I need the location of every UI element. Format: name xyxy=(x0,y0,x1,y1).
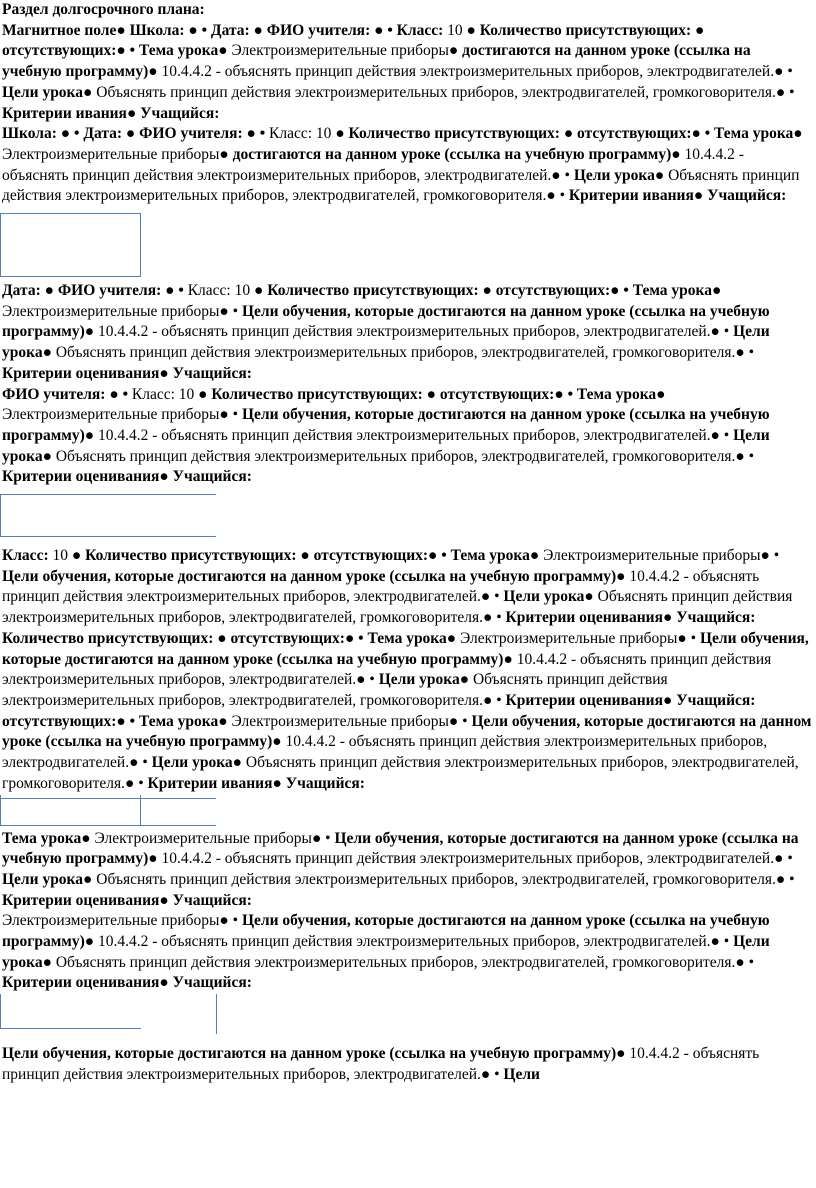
table-rule xyxy=(0,536,216,537)
table-fragment xyxy=(2,994,814,1044)
table-rule xyxy=(0,494,1,536)
paragraph xyxy=(2,712,814,795)
bold-text-run: Цели урока● xyxy=(503,588,594,606)
bold-text-run: Цели урока● xyxy=(2,83,93,101)
bold-text-run: Класс: xyxy=(2,547,49,565)
paragraph xyxy=(2,281,814,385)
bold-text-run: Критерии ивания● Учащийся: xyxy=(568,187,787,205)
text-run: Электроизмерительные приборы● • xyxy=(227,712,472,730)
bold-text-run: Цели обучения, которые достигаются на данном уроке (ссылка на учебную программу)● xyxy=(2,406,770,444)
bold-text-run: Цели обучения, которые достигаются на данном уроке (ссылка на учебную программу)● xyxy=(2,567,626,585)
text-run: 10.4.4.2 - объяснять принцип действия электроизмерительных приборов, электродвигателей.● • xyxy=(94,933,734,951)
text-run: Электроизмерительные приборы● • xyxy=(539,547,780,565)
bold-text-run: Цели обучения, которые достигаются на данном уроке (ссылка на учебную программу)● xyxy=(2,912,770,951)
bold-text-run: Критерии ивания● Учащийся: xyxy=(147,774,365,792)
table-fragment xyxy=(2,488,814,546)
table-rule xyxy=(0,798,216,799)
bold-text-run: Цели xyxy=(503,1065,540,1083)
text-run: Объяснять принцип действия электроизмерительных приборов, электродвигателей, громкоговорителя.● • xyxy=(2,671,668,709)
paragraph xyxy=(2,911,814,994)
table-rule xyxy=(0,795,1,825)
bold-text-run: ФИО учителя: ● • xyxy=(2,385,128,403)
bold-text-run: Критерии оценивания● Учащийся: xyxy=(505,609,756,627)
text-run: 10.4.4.2 - объяснять принцип действия электроизмерительных приборов, электродвигателей.● • xyxy=(2,1045,760,1083)
text-run: 10.4.4.2 - объяснять принцип действия электроизмерительных приборов, электродвигателей.● • xyxy=(94,323,734,341)
bold-text-run: Цели урока● xyxy=(2,933,770,971)
bold-text-run: Цели обучения, которые достигаются на данном уроке (ссылка на учебную программу)● xyxy=(2,712,812,751)
bold-text-run: достигаются на данном уроке (ссылка на учебную программу)● xyxy=(2,42,751,81)
paragraph xyxy=(2,629,814,712)
table-fragment xyxy=(2,207,814,281)
bold-text-run: Цели обучения, которые достигаются на данном уроке (ссылка на учебную программу)● xyxy=(2,629,809,668)
bold-text-run: Цели урока● xyxy=(2,870,93,888)
text-run: Класс: 10 xyxy=(265,125,336,143)
text-run: 10.4.4.2 - объяснять принцип действия электроизмерительных приборов, электродвигателей.● • xyxy=(157,850,793,868)
table-cell-border xyxy=(0,213,141,277)
bold-text-run: Цели урока● xyxy=(151,754,243,772)
bold-text-run: ● Количество присутствующих: ● отсутствующих:● • Тема урока● xyxy=(335,125,803,143)
bold-text-run: Тема урока● xyxy=(2,829,91,847)
bold-text-run: Школа: ● • Дата: ● ФИО учителя: ● • xyxy=(2,125,266,143)
document-body xyxy=(2,0,814,1086)
text-run: Электроизмерительные приборы● xyxy=(227,42,463,60)
table-rule xyxy=(216,994,217,1034)
paragraph xyxy=(2,0,814,124)
bold-text-run: Критерии оценивания● Учащийся: xyxy=(2,468,252,486)
text-run: Объяснять принцип действия электроизмерительных приборов, электродвигателей, громкоговорителя.● • xyxy=(51,344,755,362)
table-rule xyxy=(140,795,141,825)
text-run: Объяснять принцип действия электроизмерительных приборов, электродвигателей, громкоговорителя.● • xyxy=(92,870,795,888)
bold-text-run: Цели урока● xyxy=(378,671,470,689)
bold-text-run: Критерии оценивания● Учащийся: xyxy=(505,691,756,709)
bold-text-run: Цели обучения, которые достигаются на данном уроке (ссылка на учебную программу)● xyxy=(2,829,799,868)
bold-text-run: Магнитное поле● Школа: ● • Дата: ● ФИО учителя: ● • Класс: xyxy=(2,21,444,39)
text-run: 10 xyxy=(48,547,72,565)
text-run: Электроизмерительные приборы● • xyxy=(90,829,335,847)
text-run: Электроизмерительные приборы● • xyxy=(2,406,242,424)
paragraph xyxy=(2,124,814,207)
bold-text-run: Дата: ● ФИО учителя: ● • xyxy=(2,282,184,300)
text-run: 10.4.4.2 - объяснять принцип действия электроизмерительных приборов, электродвигателей.● • xyxy=(2,733,768,772)
text-run: Объяснять принцип действия электроизмерительных приборов, электродвигателей, громкоговорителя.● • xyxy=(51,953,755,971)
text-run: Класс: 10 xyxy=(128,385,199,403)
bold-text-run: Цели обучения, которые достигаются на данном уроке (ссылка на учебную программу)● xyxy=(2,302,770,341)
bold-text-run: Количество присутствующих: ● отсутствующих:● • Тема урока● xyxy=(2,629,457,647)
bold-text-run: достигаются на данном уроке (ссылка на учебную программу)● xyxy=(232,145,681,163)
bold-text-run: ● Количество присутствующих: ● отсутствующих:● • Тема урока● xyxy=(2,21,705,60)
bold-text-run: Раздел долгосрочного плана: xyxy=(2,1,205,18)
text-run: 10.4.4.2 - объяснять принцип действия электроизмерительных приборов, электродвигателей.● • xyxy=(157,63,793,81)
paragraph xyxy=(2,1044,814,1085)
paragraph xyxy=(2,546,814,629)
text-run: Объяснять принцип действия электроизмерительных приборов, электродвигателей, громкоговорителя.● • xyxy=(2,166,800,205)
paragraph xyxy=(2,829,814,912)
text-run: Объяснять принцип действия электроизмерительных приборов, электродвигателей, громкоговорителя.● • xyxy=(51,447,755,465)
bold-text-run: Цели урока● xyxy=(573,166,665,184)
table-rule xyxy=(0,494,216,495)
bold-text-run: Критерии оценивания● Учащийся: xyxy=(2,974,252,992)
bold-text-run: Критерии оценивания● Учащийся: xyxy=(2,364,252,382)
text-run: Электроизмерительные приборы● • xyxy=(2,912,242,930)
text-run: 10 xyxy=(443,21,467,39)
text-run: Объяснять принцип действия электроизмерительных приборов, электродвигателей, громкоговорителя.● • xyxy=(2,754,799,792)
text-run: 10.4.4.2 - объяснять принцип действия электроизмерительных приборов, электродвигателей.● • xyxy=(2,567,760,606)
bold-text-run: Цели урока● xyxy=(2,426,770,465)
bold-text-run: ● Количество присутствующих: ● отсутствующих:● • Тема урока● xyxy=(198,385,666,403)
bold-text-run: Критерии ивания● Учащийся: xyxy=(2,104,220,122)
text-run: 10.4.4.2 - объяснять принцип действия электроизмерительных приборов, электродвигателей.● • xyxy=(94,426,734,444)
paragraph xyxy=(2,385,814,489)
bold-text-run: отсутствующих:● • Тема урока● xyxy=(2,712,228,730)
bold-text-run: Цели обучения, которые достигаются на данном уроке (ссылка на учебную программу)● xyxy=(2,1045,626,1063)
bold-text-run: ● Количество присутствующих: ● отсутствующих:● • Тема урока● xyxy=(254,282,722,300)
table-rule xyxy=(0,1028,141,1029)
table-rule xyxy=(0,825,216,826)
text-run: Электроизмерительные приборы● • xyxy=(456,629,700,647)
text-run: Электроизмерительные приборы● • xyxy=(2,302,242,320)
text-run: 10.4.4.2 - объяснять принцип действия электроизмерительных приборов, электродвигателей.● • xyxy=(2,145,744,184)
text-run: Объяснять принцип действия электроизмерительных приборов, электродвигателей, громкоговорителя.● • xyxy=(2,588,793,627)
table-fragment xyxy=(2,795,814,829)
text-run: Электроизмерительные приборы● xyxy=(2,145,233,163)
text-run: Объяснять принцип действия электроизмерительных приборов, электродвигателей, громкоговорителя.● • xyxy=(92,83,795,101)
bold-text-run: ● Количество присутствующих: ● отсутствующих:● • Тема урока● xyxy=(71,547,540,565)
bold-text-run: Цели урока● xyxy=(2,323,770,362)
bold-text-run: Критерии оценивания● Учащийся: xyxy=(2,891,252,909)
text-run: Класс: 10 xyxy=(183,282,254,300)
table-rule xyxy=(0,994,1,1028)
text-run: 10.4.4.2 - объяснять принцип действия электроизмерительных приборов, электродвигателей.● • xyxy=(2,650,772,689)
